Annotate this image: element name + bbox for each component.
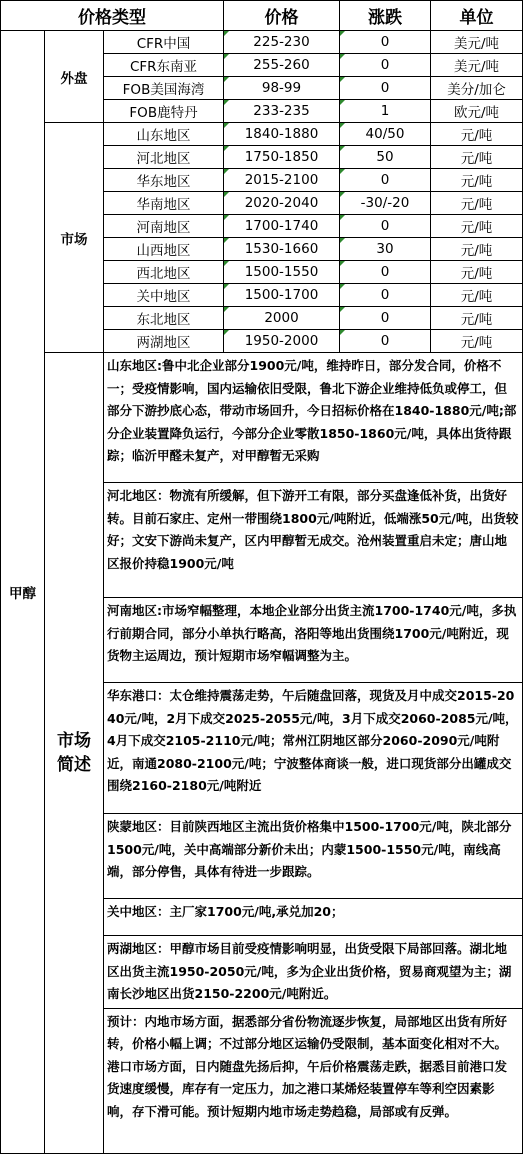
price-type-name: 华东地区 bbox=[104, 169, 224, 192]
price-change: 30 bbox=[340, 238, 431, 261]
price-unit: 元/吨 bbox=[431, 238, 523, 261]
price-unit: 元/吨 bbox=[431, 307, 523, 330]
summary-paragraph: 关中地区：主厂家1700元/吨,承兑加20； bbox=[104, 899, 523, 936]
external-section-label: 外盘 bbox=[45, 31, 104, 123]
price-value: 1500-1550 bbox=[224, 261, 340, 284]
price-unit: 元/吨 bbox=[431, 330, 523, 353]
price-type-name: FOB美国海湾 bbox=[104, 77, 224, 100]
price-change: 0 bbox=[340, 215, 431, 238]
price-change: 0 bbox=[340, 77, 431, 100]
price-change: 0 bbox=[340, 54, 431, 77]
price-value: 2015-2100 bbox=[224, 169, 340, 192]
summary-section-label bbox=[45, 353, 104, 1154]
price-type-name: 华南地区 bbox=[104, 192, 224, 215]
external-row bbox=[1, 31, 523, 54]
market-row bbox=[1, 123, 523, 146]
price-change: 0 bbox=[340, 307, 431, 330]
price-unit: 元/吨 bbox=[431, 215, 523, 238]
price-value: 98-99 bbox=[224, 77, 340, 100]
summary-paragraph: 华东港口：太仓维持震荡走势，午后随盘回落，现货及月中成交2015-2040元/吨，2月下成交2025-2055元/吨，3月下成交2060-2085元/吨，4月下成交2105-2110元/吨；常州江阴地区部分2060-2090元/吨附近，南通2080-2100元/吨；宁波整体商谈一般，进口现货部分出罐成交围绕2160-2180元/吨附近 bbox=[104, 683, 523, 814]
price-unit: 美分/加仑 bbox=[431, 77, 523, 100]
header-change: 涨跌 bbox=[340, 1, 431, 31]
price-unit: 美元/吨 bbox=[431, 31, 523, 54]
market-section-label: 市场 bbox=[45, 123, 104, 353]
price-unit: 元/吨 bbox=[431, 169, 523, 192]
product-name: 甲醇 bbox=[1, 31, 45, 1154]
price-change: 0 bbox=[340, 31, 431, 54]
price-change: 40/50 bbox=[340, 123, 431, 146]
header-price-type: 价格类型 bbox=[1, 1, 224, 31]
price-type-name: FOB鹿特丹 bbox=[104, 100, 224, 123]
price-type-name: 关中地区 bbox=[104, 284, 224, 307]
summary-label-line2: 简述 bbox=[57, 754, 91, 775]
price-value: 255-260 bbox=[224, 54, 340, 77]
price-value: 233-235 bbox=[224, 100, 340, 123]
price-value: 1530-1660 bbox=[224, 238, 340, 261]
price-value: 1750-1850 bbox=[224, 146, 340, 169]
price-value: 2020-2040 bbox=[224, 192, 340, 215]
price-change: 1 bbox=[340, 100, 431, 123]
summary-label-line1: 市场 bbox=[57, 730, 91, 751]
price-change: 0 bbox=[340, 284, 431, 307]
price-type-name: CFR中国 bbox=[104, 31, 224, 54]
price-type-name: 山东地区 bbox=[104, 123, 224, 146]
price-unit: 元/吨 bbox=[431, 123, 523, 146]
price-unit: 美元/吨 bbox=[431, 54, 523, 77]
price-unit: 元/吨 bbox=[431, 261, 523, 284]
header-unit: 单位 bbox=[431, 1, 523, 31]
summary-paragraph: 河北地区：物流有所缓解，但下游开工有限，部分买盘逢低补货，出货好转。目前石家庄、定州一带围绕1800元/吨附近，低端涨50元/吨，出货较好；文安下游尚未复产，区内甲醇暂无成交。沧州装置重启未定；唐山地区报价持稳1900元/吨 bbox=[104, 483, 523, 598]
summary-row bbox=[1, 353, 523, 483]
price-value: 1950-2000 bbox=[224, 330, 340, 353]
price-value: 1500-1700 bbox=[224, 284, 340, 307]
price-change: 50 bbox=[340, 146, 431, 169]
price-type-name: CFR东南亚 bbox=[104, 54, 224, 77]
price-value: 2000 bbox=[224, 307, 340, 330]
price-unit: 欧元/吨 bbox=[431, 100, 523, 123]
price-unit: 元/吨 bbox=[431, 146, 523, 169]
price-change: -30/-20 bbox=[340, 192, 431, 215]
header-row bbox=[1, 1, 523, 31]
price-type-name: 西北地区 bbox=[104, 261, 224, 284]
price-value: 1700-1740 bbox=[224, 215, 340, 238]
summary-paragraph: 山东地区:鲁中北企业部分1900元/吨，维持昨日，部分发合同，价格不一；受疫情影响，国内运输依旧受限，鲁北下游企业维持低负或停工，但部分下游抄底心态，带动市场回升，今日招标价格在1840-1880元/吨;部分企业装置降负运行，今部分企业零散1850-1860元/吨，具体出货待跟踪；临沂甲醛未复产，对甲醇暂无采购 bbox=[104, 353, 523, 483]
price-unit: 元/吨 bbox=[431, 192, 523, 215]
summary-paragraph: 预计：内地市场方面，据悉部分省份物流逐步恢复，局部地区出货有所好转，价格小幅上调；不过部分地区运输仍受限制，基本面变化相对不大。港口市场方面，日内随盘先扬后抑，午后价格震荡走跌，据悉目前港口发货速度缓慢，库存有一定压力，加之港口某烯烃装置停车等利空因素影响，存下滑可能。预计短期内地市场走势趋稳，局部或有反弹。 bbox=[104, 1008, 523, 1153]
price-type-name: 河北地区 bbox=[104, 146, 224, 169]
price-change: 0 bbox=[340, 330, 431, 353]
summary-paragraph: 陕蒙地区：目前陕西地区主流出货价格集中1500-1700元/吨，陕北部分1500元/吨，关中高端部分新价未出；内蒙1500-1550元/吨，南线高端，部分停售，具体有待进一步跟踪。 bbox=[104, 814, 523, 899]
summary-paragraph: 两湖地区：甲醇市场目前受疫情影响明显，出货受限下局部回落。湖北地区出货主流1950-2050元/吨，多为企业出货价格，贸易商观望为主；湖南长沙地区出货2150-2200元/吨附近。 bbox=[104, 936, 523, 1009]
price-change: 0 bbox=[340, 169, 431, 192]
price-change: 0 bbox=[340, 261, 431, 284]
price-type-name: 东北地区 bbox=[104, 307, 224, 330]
price-type-name: 山西地区 bbox=[104, 238, 224, 261]
price-type-name: 两湖地区 bbox=[104, 330, 224, 353]
price-value: 1840-1880 bbox=[224, 123, 340, 146]
summary-paragraph: 河南地区:市场窄幅整理，本地企业部分出货主流1700-1740元/吨，多执行前期合同，部分小单执行略高，洛阳等地出货围绕1700元/吨附近，现货物主运周边，预计短期市场窄幅调整为主。 bbox=[104, 598, 523, 683]
header-price: 价格 bbox=[224, 1, 340, 31]
price-type-name: 河南地区 bbox=[104, 215, 224, 238]
price-value: 225-230 bbox=[224, 31, 340, 54]
price-unit: 元/吨 bbox=[431, 284, 523, 307]
